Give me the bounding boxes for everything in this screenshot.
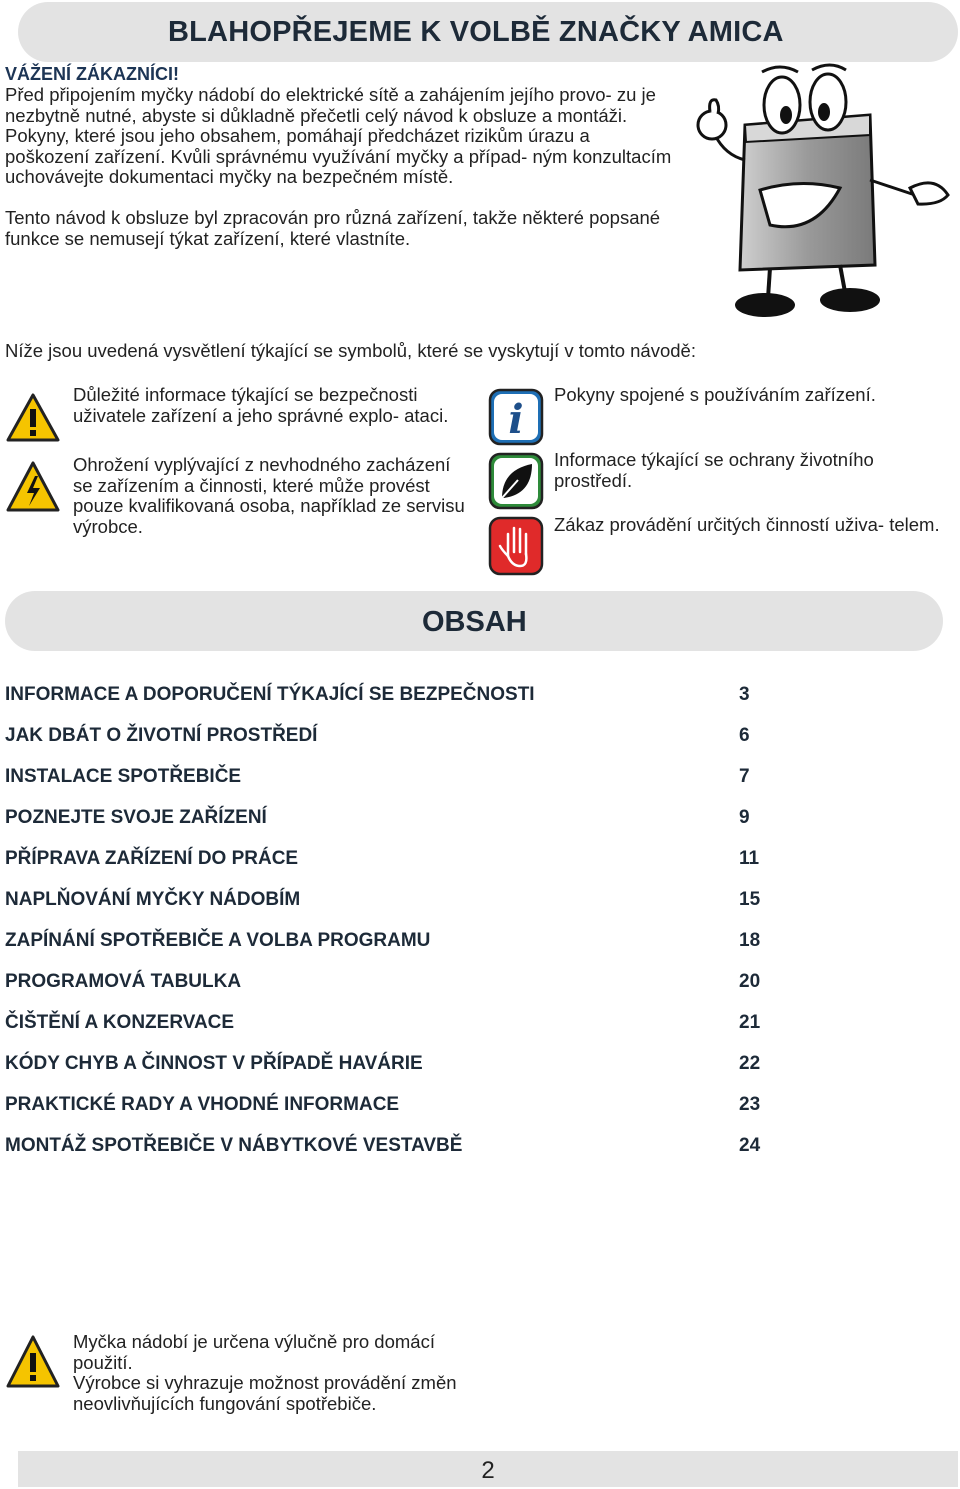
symbol-text-info: Pokyny spojené s používáním zařízení. bbox=[554, 384, 876, 405]
page-number: 2 bbox=[481, 1457, 495, 1484]
contents-title: OBSAH bbox=[422, 606, 527, 638]
toc-row[interactable] bbox=[5, 766, 765, 792]
toc-item-page: 7 bbox=[739, 766, 750, 787]
toc-row[interactable] bbox=[5, 971, 765, 997]
symbol-text-stop-hand: Zákaz provádění určitých činností uživa- telem. bbox=[554, 514, 940, 535]
toc-item-page: 21 bbox=[739, 1012, 761, 1033]
toc-row[interactable] bbox=[5, 889, 765, 915]
toc-item-page: 23 bbox=[739, 1094, 761, 1115]
toc-item-page: 3 bbox=[739, 684, 750, 705]
symbol-text-high-voltage: Ohrožení vyplývající z nevhodného zacházení se zařízením a činnosti, které může provést pouze kvalifikovaná osoba, například ze servisu výrobce. bbox=[73, 454, 465, 537]
toc-row[interactable] bbox=[5, 930, 765, 956]
toc-row[interactable] bbox=[5, 1053, 765, 1079]
toc-row[interactable] bbox=[5, 725, 765, 751]
symbol-text-leaf: Informace týkající se ochrany životního prostředí. bbox=[554, 449, 874, 491]
toc-item-title: PRAKTICKÉ RADY A VHODNÉ INFORMACE bbox=[5, 1094, 400, 1115]
intro-text bbox=[5, 85, 675, 269]
toc-item-title: POZNEJTE SVOJE ZAŘÍZENÍ bbox=[5, 807, 267, 828]
toc-row[interactable] bbox=[5, 1094, 765, 1120]
toc-item-page: 22 bbox=[739, 1053, 761, 1074]
toc-item-title: JAK DBÁT O ŽIVOTNÍ PROSTŘEDÍ bbox=[5, 725, 318, 746]
symbols-intro: Níže jsou uvedená vysvětlení týkající se symbolů, které se vyskytují v tomto návodě: bbox=[5, 340, 696, 361]
warning-icon bbox=[5, 392, 61, 444]
toc-item-page: 15 bbox=[739, 889, 761, 910]
toc-item-title: INFORMACE A DOPORUČENÍ TÝKAJÍCÍ SE BEZPEČNOSTI bbox=[5, 684, 535, 705]
toc-item-page: 24 bbox=[739, 1135, 761, 1156]
toc-row[interactable] bbox=[5, 1012, 765, 1038]
warning-icon bbox=[5, 1334, 61, 1390]
toc-item-title: NAPLŇOVÁNÍ MYČKY NÁDOBÍM bbox=[5, 889, 301, 910]
dishwasher-mascot-illustration bbox=[670, 60, 955, 325]
toc-row[interactable] bbox=[5, 807, 765, 833]
intro-paragraph-2: Tento návod k obsluze byl zpracován pro různá zařízení, takže některé popsané funkce se nemusejí týkat zařízení, které vlastníte. bbox=[5, 206, 661, 249]
toc-row[interactable] bbox=[5, 684, 765, 710]
greeting: VÁŽENÍ ZÁKAZNÍCI! bbox=[5, 64, 179, 84]
info-icon bbox=[488, 388, 544, 446]
toc-row[interactable] bbox=[5, 848, 765, 874]
high-voltage-icon bbox=[5, 460, 61, 514]
stop-hand-icon bbox=[488, 516, 544, 576]
toc-item-title: KÓDY CHYB A ČINNOST V PŘÍPADĚ HAVÁRIE bbox=[5, 1053, 423, 1074]
toc-item-title: INSTALACE SPOTŘEBIČE bbox=[5, 766, 242, 787]
toc-row[interactable] bbox=[5, 1135, 765, 1161]
header-banner bbox=[18, 2, 958, 62]
intro-paragraph-1: Před připojením myčky nádobí do elektrické sítě a zahájením jejího provo- zu je nezbytně nutné, abyste si důkladně přečetli celý návod k obsluze a montáži. Pokyny, které jsou jeho obsahem, pomáhají předcházet rizikům úrazu a poškození zařízení. Kvůli správnému využívání myčky a případ- ným konzultacím uchovávejte dokumentaci myčky na bezpečném místě. bbox=[5, 84, 672, 188]
svg-text:i: i bbox=[508, 396, 524, 443]
toc-item-page: 20 bbox=[739, 971, 761, 992]
symbol-text-warning: Důležité informace týkající se bezpečnosti uživatele zařízení a jeho správné explo- ataci. bbox=[73, 384, 449, 426]
leaf-icon bbox=[488, 452, 544, 510]
note-line-2: Výrobce si vyhrazuje možnost provádění změn neovlivňujících fungování spotřebiče. bbox=[73, 1372, 457, 1414]
page-title: BLAHOPŘEJEME K VOLBĚ ZNAČKY AMICA bbox=[168, 16, 784, 48]
contents-banner bbox=[5, 591, 943, 651]
usage-note bbox=[73, 1332, 493, 1414]
toc-item-page: 11 bbox=[739, 848, 760, 869]
footer-bar bbox=[18, 1451, 958, 1487]
toc-item-page: 18 bbox=[739, 930, 761, 951]
toc-item-title: ZAPÍNÁNÍ SPOTŘEBIČE A VOLBA PROGRAMU bbox=[5, 930, 431, 951]
note-line-1: Myčka nádobí je určena výlučně pro domácí použití. bbox=[73, 1331, 435, 1373]
toc-item-page: 9 bbox=[739, 807, 750, 828]
toc-item-page: 6 bbox=[739, 725, 750, 746]
toc-item-title: ČIŠTĚNÍ A KONZERVACE bbox=[5, 1012, 235, 1033]
toc-item-title: PROGRAMOVÁ TABULKA bbox=[5, 971, 242, 992]
toc-item-title: MONTÁŽ SPOTŘEBIČE V NÁBYTKOVÉ VESTAVBĚ bbox=[5, 1135, 463, 1156]
toc-item-title: PŘÍPRAVA ZAŘÍZENÍ DO PRÁCE bbox=[5, 848, 299, 869]
